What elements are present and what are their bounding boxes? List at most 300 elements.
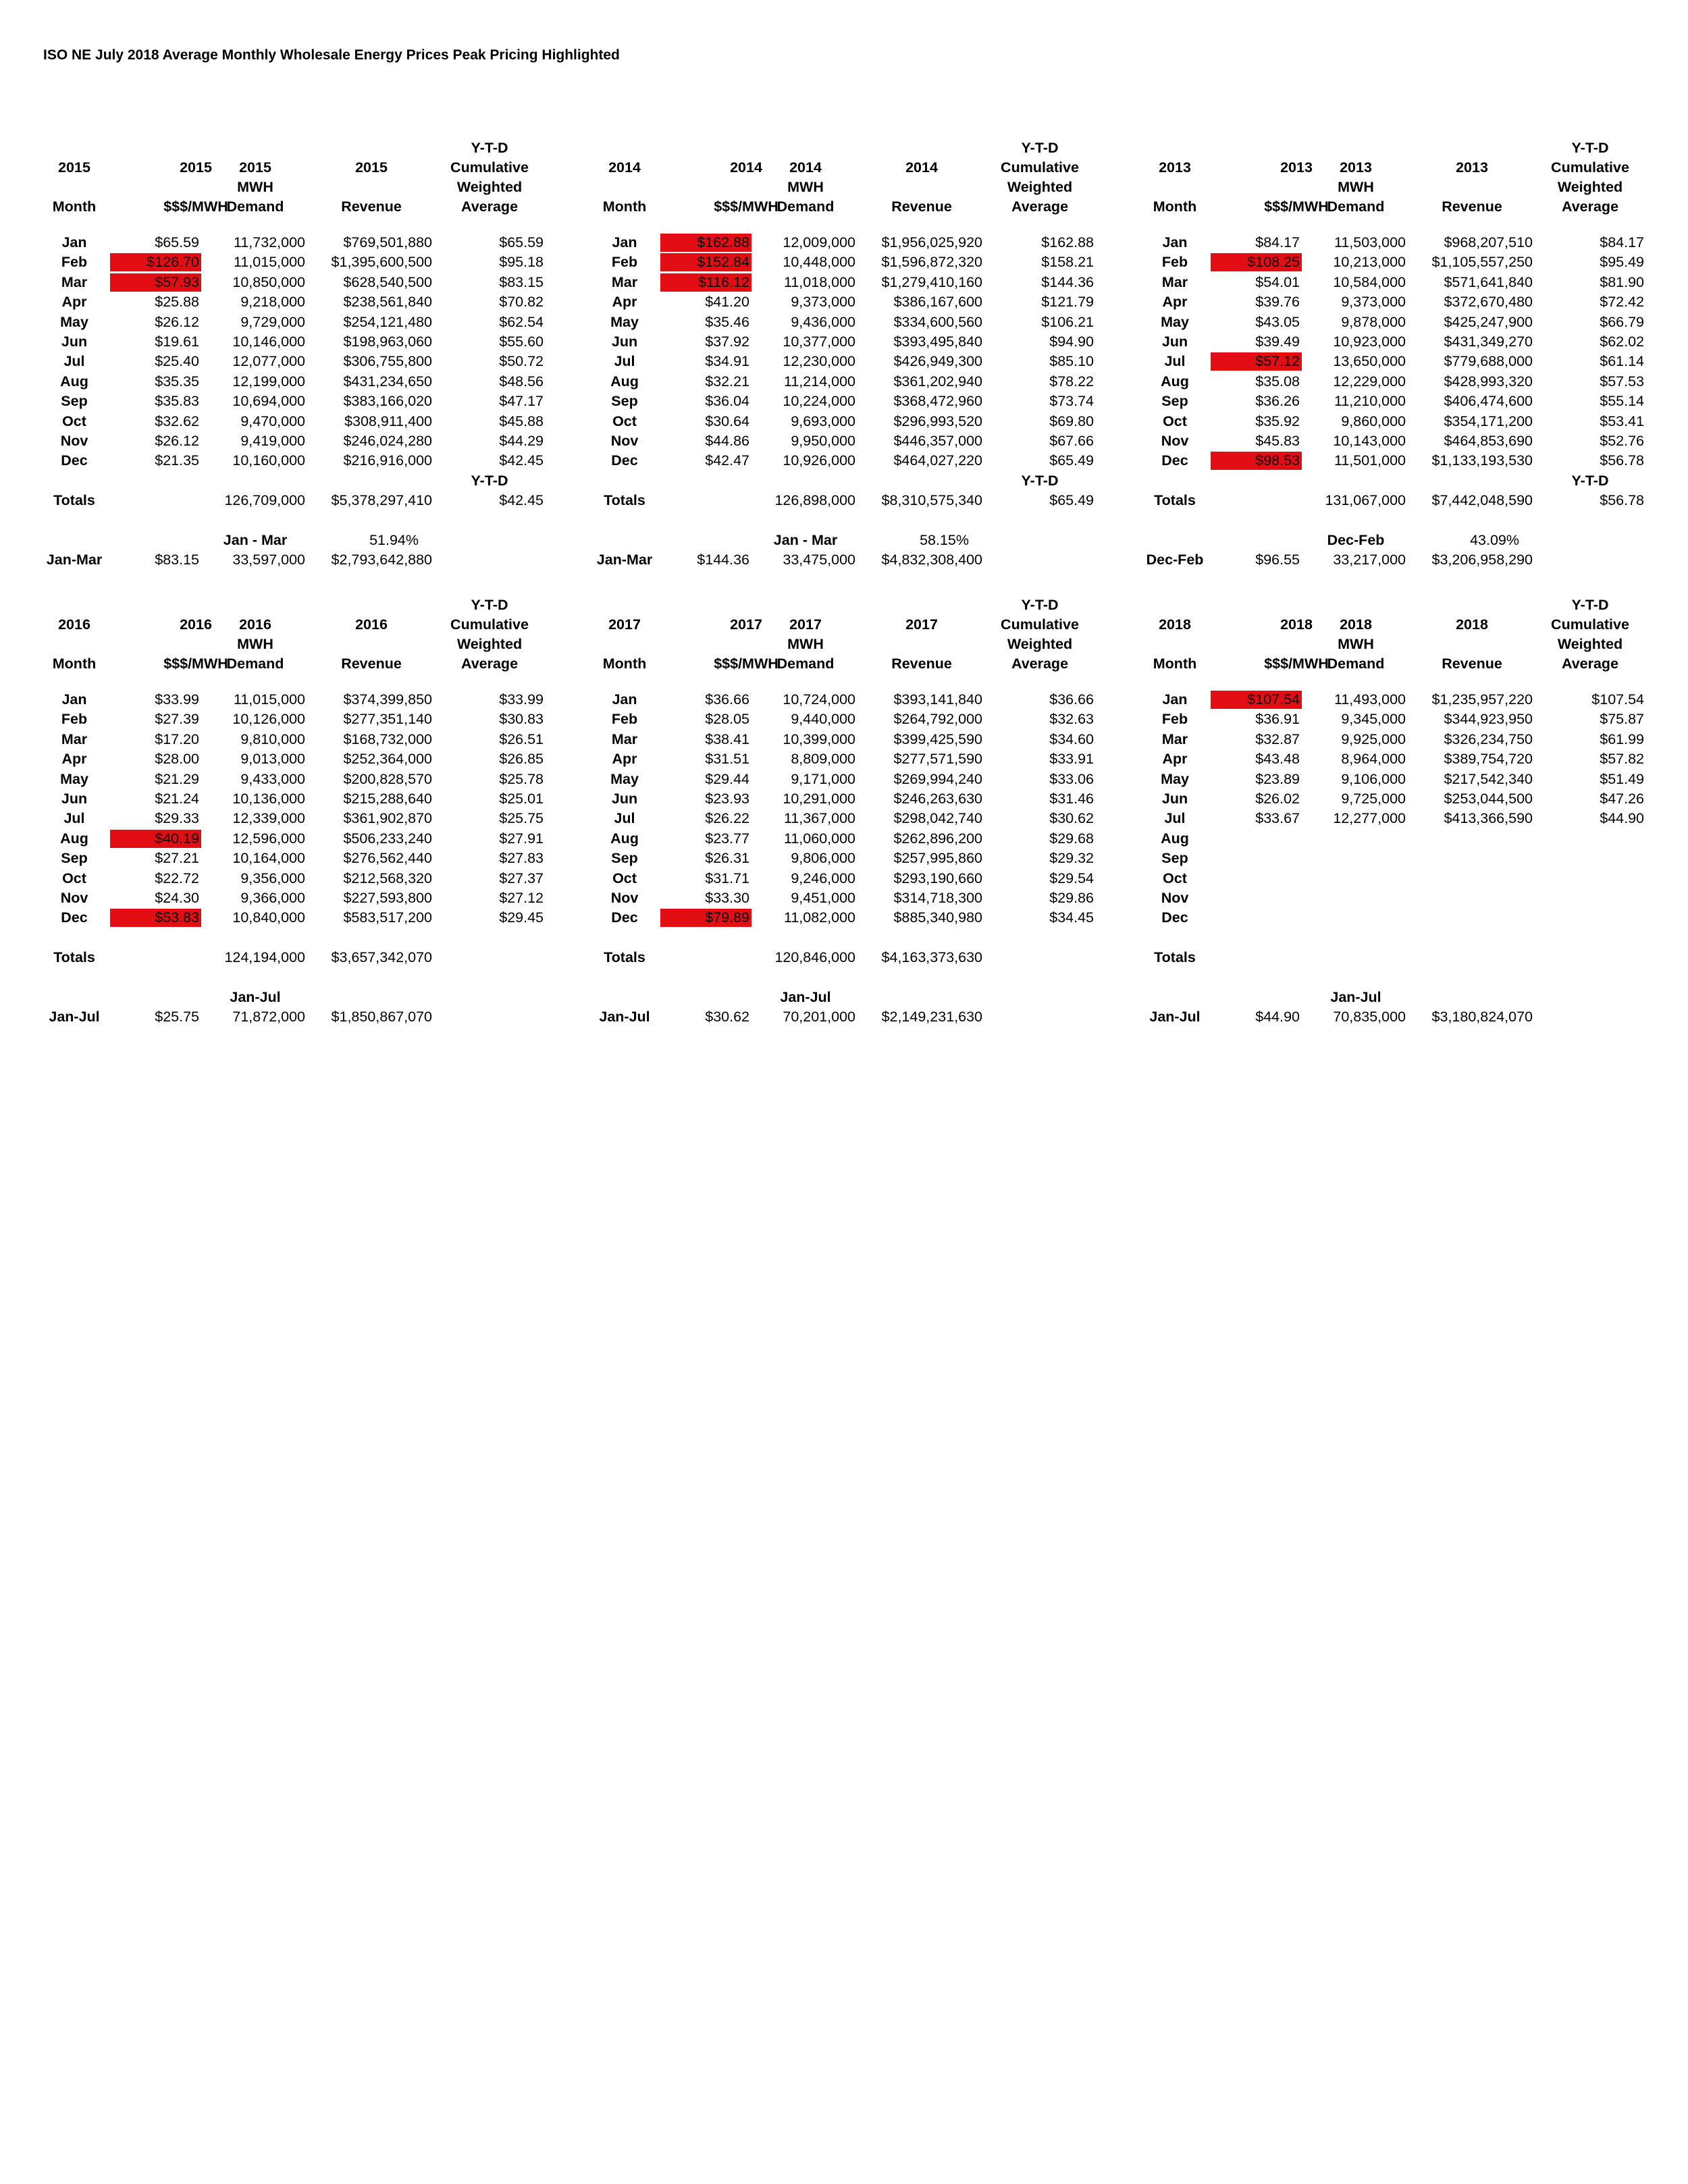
monthly-demand: 10,399,000: [783, 730, 855, 747]
totals-revenue: $8,310,575,340: [881, 492, 982, 509]
monthly-demand: 13,650,000: [1333, 353, 1406, 370]
ytd-average: $106.21: [1041, 313, 1094, 330]
monthly-demand: 9,246,000: [791, 870, 855, 886]
monthly-revenue: $571,641,840: [1444, 273, 1533, 290]
month-label: Nov: [1161, 890, 1189, 906]
month-label: May: [60, 313, 88, 330]
monthly-revenue: $383,166,020: [343, 393, 432, 410]
month-label: Feb: [1161, 254, 1188, 271]
monthly-price: $84.17: [1255, 234, 1300, 250]
month-label: Apr: [612, 751, 637, 768]
cumulative-header: Cumulative: [450, 616, 529, 633]
month-label: Nov: [1161, 433, 1189, 449]
period-demand: 71,872,000: [232, 1009, 305, 1026]
monthly-demand: 11,493,000: [1334, 691, 1406, 708]
ytd-average: $26.85: [499, 751, 544, 768]
ytd-average: $30.62: [1049, 810, 1094, 827]
ytd-average: $65.49: [1049, 452, 1094, 469]
year-label: 2017: [789, 616, 822, 633]
month-label: Mar: [611, 273, 638, 290]
ytd-average: $47.26: [1600, 791, 1644, 807]
monthly-price: $39.49: [1255, 334, 1300, 350]
monthly-demand: 11,082,000: [783, 909, 855, 926]
period-header: Jan-Jul: [780, 989, 831, 1005]
price-header: $$$/MWH: [163, 656, 228, 672]
monthly-demand: 9,356,000: [240, 870, 305, 886]
revenue-header: Revenue: [891, 656, 952, 672]
month-label: Jul: [63, 353, 85, 370]
period-header: Jan-Jul: [230, 989, 281, 1005]
monthly-demand: 11,210,000: [1334, 393, 1406, 410]
month-label: Jan: [612, 691, 637, 708]
monthly-demand: 11,501,000: [1334, 452, 1406, 469]
ytd-average: $51.49: [1600, 770, 1644, 787]
month-label: Nov: [610, 890, 639, 906]
monthly-price: $17.20: [155, 730, 199, 747]
ytd-header: Y-T-D: [1571, 597, 1609, 613]
ytd-average: $57.53: [1600, 373, 1644, 390]
monthly-price: $26.22: [705, 810, 749, 827]
average-header: Average: [1011, 656, 1069, 672]
monthly-revenue: $296,993,520: [893, 412, 982, 429]
monthly-demand: 11,015,000: [233, 691, 305, 708]
ytd-average: $27.91: [499, 830, 544, 847]
month-label: Nov: [60, 890, 88, 906]
average-header: Average: [1011, 198, 1069, 215]
monthly-price: $54.01: [1255, 273, 1300, 290]
ytd-average: $94.90: [1049, 334, 1094, 350]
month-label: Aug: [60, 373, 88, 390]
monthly-demand: 11,732,000: [233, 234, 305, 250]
year-label: 2018: [1280, 616, 1313, 633]
ytd-average: $29.45: [499, 909, 544, 926]
ytd-average: $31.46: [1049, 791, 1094, 807]
monthly-revenue: $314,718,300: [893, 890, 982, 906]
year-table-2014: [591, 138, 1104, 568]
period-label: Jan-Jul: [599, 1009, 650, 1026]
monthly-demand: 10,143,000: [1333, 433, 1406, 449]
monthly-revenue: $583,517,200: [343, 909, 432, 926]
monthly-demand: 10,224,000: [783, 393, 855, 410]
monthly-demand: 9,878,000: [1341, 313, 1406, 330]
monthly-demand: 8,964,000: [1341, 751, 1406, 768]
monthly-demand: 11,214,000: [783, 373, 855, 390]
monthly-revenue: $628,540,500: [343, 273, 432, 290]
page-title: ISO NE July 2018 Average Monthly Wholesale Energy Prices Peak Pricing Highlighted: [43, 47, 620, 63]
ytd-average: $85.10: [1049, 353, 1094, 370]
ytd-average: $36.66: [1049, 691, 1094, 708]
monthly-demand: 9,419,000: [240, 433, 305, 449]
monthly-price: $27.21: [155, 850, 199, 867]
ytd-average: $95.18: [499, 254, 544, 271]
ytd-header: Y-T-D: [471, 140, 508, 156]
monthly-revenue: $406,474,600: [1444, 393, 1533, 410]
ytd-average: $45.88: [499, 412, 544, 429]
monthly-price: $21.24: [155, 791, 199, 807]
month-label: Jul: [63, 810, 85, 827]
monthly-price: $32.87: [1255, 730, 1300, 747]
period-demand: 33,217,000: [1333, 552, 1406, 568]
year-label: 2015: [58, 159, 90, 176]
monthly-price: $43.05: [1255, 313, 1300, 330]
month-label: Sep: [1161, 393, 1188, 410]
year-label: 2018: [1340, 616, 1372, 633]
revenue-header: Revenue: [1442, 656, 1502, 672]
monthly-revenue: $431,349,270: [1444, 334, 1533, 350]
monthly-revenue: $200,828,570: [343, 770, 432, 787]
monthly-demand: 10,136,000: [232, 791, 305, 807]
monthly-demand: 11,015,000: [233, 254, 305, 271]
monthly-revenue: $372,670,480: [1444, 294, 1533, 311]
ytd-average: $72.42: [1600, 294, 1644, 311]
totals-ytd: $56.78: [1600, 492, 1644, 509]
monthly-price: $25.88: [155, 294, 199, 311]
ytd-average: $144.36: [1041, 273, 1094, 290]
monthly-price: $26.12: [155, 433, 199, 449]
monthly-demand: 11,060,000: [783, 830, 855, 847]
month-label: Aug: [1161, 373, 1189, 390]
ytd-average: $121.79: [1041, 294, 1094, 311]
monthly-price: $34.91: [705, 353, 749, 370]
period-revenue: $4,832,308,400: [881, 552, 982, 568]
monthly-price: $39.76: [1255, 294, 1300, 311]
monthly-demand: 10,146,000: [232, 334, 305, 350]
ytd-average: $29.68: [1049, 830, 1094, 847]
weighted-header: Weighted: [456, 179, 523, 195]
monthly-revenue: $885,340,980: [893, 909, 982, 926]
ytd-header: Y-T-D: [471, 597, 508, 613]
month-label: May: [610, 770, 639, 787]
totals-ytd: $42.45: [499, 492, 544, 509]
price-header: $$$/MWH: [1264, 656, 1329, 672]
cumulative-header: Cumulative: [1551, 616, 1629, 633]
monthly-price: $33.67: [1255, 810, 1300, 827]
demand-header: Demand: [1327, 656, 1385, 672]
monthly-demand: 11,503,000: [1334, 234, 1406, 250]
year-label: 2017: [730, 616, 762, 633]
monthly-revenue: $246,024,280: [343, 433, 432, 449]
ytd-average: $55.60: [499, 334, 544, 350]
month-label: Sep: [611, 850, 638, 867]
period-demand: 70,201,000: [783, 1009, 855, 1026]
ytd-average: $50.72: [499, 353, 544, 370]
monthly-revenue: $361,202,940: [893, 373, 982, 390]
monthly-demand: 12,077,000: [232, 353, 305, 370]
monthly-revenue: $769,501,880: [343, 234, 432, 250]
monthly-demand: 9,470,000: [240, 412, 305, 429]
monthly-price: $36.91: [1255, 711, 1300, 728]
ytd-average: $61.99: [1600, 730, 1644, 747]
year-label: 2013: [1159, 159, 1191, 176]
ytd-average: $29.86: [1049, 890, 1094, 906]
monthly-revenue: $254,121,480: [343, 313, 432, 330]
month-label: May: [1161, 313, 1189, 330]
price-header: $$$/MWH: [1264, 198, 1329, 215]
monthly-price: $26.02: [1255, 791, 1300, 807]
average-header: Average: [460, 198, 519, 215]
period-price: $30.62: [705, 1009, 749, 1026]
monthly-price: $29.33: [155, 810, 199, 827]
monthly-price: $33.30: [705, 890, 749, 906]
monthly-demand: 9,806,000: [791, 850, 855, 867]
period-revenue: $3,206,958,290: [1431, 552, 1533, 568]
monthly-demand: 10,448,000: [783, 254, 855, 271]
year-table-2013: [1141, 138, 1654, 568]
year-table-2018: [1141, 595, 1654, 1026]
ytd-average: $33.99: [499, 691, 544, 708]
average-header: Average: [1561, 656, 1619, 672]
ytd-average: $67.66: [1049, 433, 1094, 449]
monthly-demand: 9,810,000: [240, 730, 305, 747]
ytd-average: $107.54: [1591, 691, 1644, 708]
month-label: Feb: [611, 254, 638, 271]
month-label: Dec: [1161, 452, 1188, 469]
ytd-average: $25.01: [499, 791, 544, 807]
month-label: Jul: [1164, 810, 1186, 827]
cumulative-header: Cumulative: [450, 159, 529, 176]
mwh-header: MWH: [237, 179, 273, 195]
monthly-price: $19.61: [155, 334, 199, 350]
ytd-average: $25.75: [499, 810, 544, 827]
monthly-demand: 10,850,000: [232, 273, 305, 290]
month-label: May: [60, 770, 88, 787]
ytd-average: $34.60: [1049, 730, 1094, 747]
monthly-revenue: $779,688,000: [1444, 353, 1533, 370]
year-label: 2014: [789, 159, 822, 176]
year-label: 2017: [905, 616, 938, 633]
month-label: Jun: [61, 334, 88, 350]
monthly-revenue: $253,044,500: [1444, 791, 1533, 807]
ytd-average: $57.82: [1600, 751, 1644, 768]
monthly-demand: 9,451,000: [791, 890, 855, 906]
year-label: 2013: [1456, 159, 1488, 176]
year-label: 2015: [355, 159, 388, 176]
monthly-revenue: $399,425,590: [893, 730, 982, 747]
monthly-demand: 9,433,000: [240, 770, 305, 787]
monthly-price: $31.71: [705, 870, 749, 886]
monthly-demand: 10,840,000: [232, 909, 305, 926]
ytd-average: $61.14: [1600, 353, 1644, 370]
monthly-revenue: $425,247,900: [1444, 313, 1533, 330]
ytd-average: $66.79: [1600, 313, 1644, 330]
monthly-price: $65.59: [155, 234, 199, 250]
monthly-price: $37.92: [705, 334, 749, 350]
monthly-price: $32.62: [155, 412, 199, 429]
monthly-demand: 9,171,000: [791, 770, 855, 787]
period-label: Jan-Mar: [46, 552, 103, 568]
month-header: Month: [602, 656, 647, 672]
monthly-revenue: $308,911,400: [344, 412, 432, 429]
monthly-price: $108.25: [1247, 254, 1300, 271]
monthly-price: $35.92: [1255, 412, 1300, 429]
monthly-price: $36.26: [1255, 393, 1300, 410]
monthly-revenue: $217,542,340: [1444, 770, 1533, 787]
monthly-price: $25.40: [155, 353, 199, 370]
totals-demand: 124,194,000: [224, 949, 305, 966]
month-label: Sep: [611, 393, 638, 410]
monthly-revenue: $216,916,000: [343, 452, 432, 469]
period-revenue: $1,850,867,070: [331, 1009, 432, 1026]
mwh-header: MWH: [787, 179, 824, 195]
month-label: Jun: [61, 791, 88, 807]
monthly-price: $45.83: [1255, 433, 1300, 449]
period-price: $44.90: [1255, 1009, 1300, 1026]
period-percent: 43.09%: [1470, 532, 1519, 548]
monthly-revenue: $354,171,200: [1444, 412, 1533, 429]
monthly-revenue: $1,956,025,920: [881, 234, 982, 250]
monthly-demand: 10,584,000: [1333, 273, 1406, 290]
period-label: Jan-Jul: [49, 1009, 100, 1026]
totals-ytd-label: Y-T-D: [1571, 472, 1609, 489]
monthly-revenue: $374,399,850: [343, 691, 432, 708]
monthly-price: $162.88: [697, 234, 749, 250]
monthly-revenue: $426,949,300: [893, 353, 982, 370]
monthly-demand: 9,366,000: [240, 890, 305, 906]
monthly-price: $36.66: [705, 691, 749, 708]
monthly-demand: 9,373,000: [791, 294, 855, 311]
monthly-demand: 12,230,000: [783, 353, 855, 370]
monthly-revenue: $413,366,590: [1444, 810, 1533, 827]
monthly-demand: 12,199,000: [232, 373, 305, 390]
month-label: Mar: [61, 273, 88, 290]
month-label: Oct: [612, 870, 637, 886]
ytd-average: $27.12: [499, 890, 544, 906]
month-label: Jul: [1164, 353, 1186, 370]
monthly-revenue: $227,593,800: [343, 890, 432, 906]
monthly-price: $79.89: [705, 909, 749, 926]
month-label: Jun: [1161, 334, 1188, 350]
month-label: Oct: [1163, 870, 1187, 886]
year-label: 2018: [1159, 616, 1191, 633]
monthly-price: $24.30: [155, 890, 199, 906]
monthly-price: $33.99: [155, 691, 199, 708]
revenue-header: Revenue: [891, 198, 952, 215]
month-header: Month: [602, 198, 647, 215]
monthly-revenue: $361,902,870: [343, 810, 432, 827]
month-label: Mar: [611, 730, 638, 747]
monthly-revenue: $262,896,200: [893, 830, 982, 847]
period-header: Jan - Mar: [773, 532, 838, 548]
period-price: $25.75: [155, 1009, 199, 1026]
monthly-price: $23.89: [1255, 770, 1300, 787]
monthly-revenue: $968,207,510: [1444, 234, 1533, 250]
period-demand: 33,475,000: [783, 552, 855, 568]
month-label: Apr: [612, 294, 637, 311]
month-label: Aug: [1161, 830, 1189, 847]
ytd-average: $44.29: [499, 433, 544, 449]
ytd-average: $27.83: [499, 850, 544, 867]
month-label: Feb: [61, 254, 88, 271]
monthly-price: $23.93: [705, 791, 749, 807]
period-price: $83.15: [155, 552, 199, 568]
month-label: Oct: [62, 870, 86, 886]
month-label: Oct: [612, 412, 637, 429]
ytd-average: $29.32: [1049, 850, 1094, 867]
ytd-average: $158.21: [1041, 254, 1094, 271]
demand-header: Demand: [226, 656, 284, 672]
monthly-demand: 10,926,000: [783, 452, 855, 469]
monthly-price: $126.70: [147, 254, 199, 271]
period-percent: 58.15%: [920, 532, 969, 548]
monthly-demand: 9,729,000: [240, 313, 305, 330]
totals-ytd-label: Y-T-D: [471, 472, 508, 489]
period-label: Jan-Mar: [596, 552, 653, 568]
monthly-revenue: $246,263,630: [893, 791, 982, 807]
ytd-average: $55.14: [1600, 393, 1644, 410]
ytd-average: $70.82: [499, 294, 544, 311]
monthly-revenue: $368,472,960: [893, 393, 982, 410]
monthly-price: $116.12: [697, 273, 749, 290]
ytd-average: $34.45: [1049, 909, 1094, 926]
monthly-price: $107.54: [1247, 691, 1300, 708]
ytd-average: $95.49: [1600, 254, 1644, 271]
monthly-price: $35.46: [705, 313, 749, 330]
monthly-revenue: $344,923,950: [1444, 711, 1533, 728]
monthly-revenue: $1,596,872,320: [881, 254, 982, 271]
totals-revenue: $5,378,297,410: [331, 492, 432, 509]
month-label: Sep: [61, 393, 88, 410]
monthly-demand: 9,436,000: [791, 313, 855, 330]
ytd-average: $30.83: [499, 711, 544, 728]
ytd-average: $62.54: [499, 313, 544, 330]
monthly-revenue: $428,993,320: [1444, 373, 1533, 390]
period-price: $144.36: [697, 552, 749, 568]
monthly-demand: 11,367,000: [783, 810, 855, 827]
monthly-revenue: $389,754,720: [1444, 751, 1533, 768]
revenue-header: Revenue: [1442, 198, 1502, 215]
period-percent: 51.94%: [369, 532, 419, 548]
ytd-average: $26.51: [499, 730, 544, 747]
ytd-average: $162.88: [1041, 234, 1094, 250]
period-label: Dec-Feb: [1146, 552, 1204, 568]
ytd-average: $33.06: [1049, 770, 1094, 787]
monthly-revenue: $215,288,640: [343, 791, 432, 807]
monthly-revenue: $276,562,440: [343, 850, 432, 867]
monthly-price: $28.00: [155, 751, 199, 768]
weighted-header: Weighted: [1557, 179, 1623, 195]
totals-demand: 126,709,000: [224, 492, 305, 509]
monthly-revenue: $269,994,240: [893, 770, 982, 787]
monthly-revenue: $168,732,000: [343, 730, 432, 747]
ytd-average: $47.17: [499, 393, 544, 410]
monthly-demand: 12,596,000: [232, 830, 305, 847]
month-label: Jun: [1161, 791, 1188, 807]
price-header: $$$/MWH: [714, 656, 779, 672]
month-label: Feb: [61, 711, 88, 728]
monthly-price: $28.05: [705, 711, 749, 728]
period-demand: 70,835,000: [1333, 1009, 1406, 1026]
year-label: 2017: [608, 616, 641, 633]
ytd-average: $75.87: [1600, 711, 1644, 728]
weighted-header: Weighted: [1007, 179, 1073, 195]
monthly-revenue: $1,133,193,530: [1431, 452, 1533, 469]
cumulative-header: Cumulative: [1001, 616, 1079, 633]
year-label: 2015: [180, 159, 212, 176]
monthly-price: $38.41: [705, 730, 749, 747]
monthly-price: $23.77: [705, 830, 749, 847]
month-label: May: [610, 313, 639, 330]
monthly-demand: 12,229,000: [1333, 373, 1406, 390]
month-label: Feb: [611, 711, 638, 728]
monthly-demand: 9,218,000: [240, 294, 305, 311]
month-label: Jan: [1162, 691, 1188, 708]
month-label: Dec: [611, 909, 638, 926]
month-label: Apr: [1162, 294, 1188, 311]
month-label: May: [1161, 770, 1189, 787]
monthly-price: $98.53: [1255, 452, 1300, 469]
month-label: Apr: [61, 294, 87, 311]
monthly-price: $42.47: [705, 452, 749, 469]
